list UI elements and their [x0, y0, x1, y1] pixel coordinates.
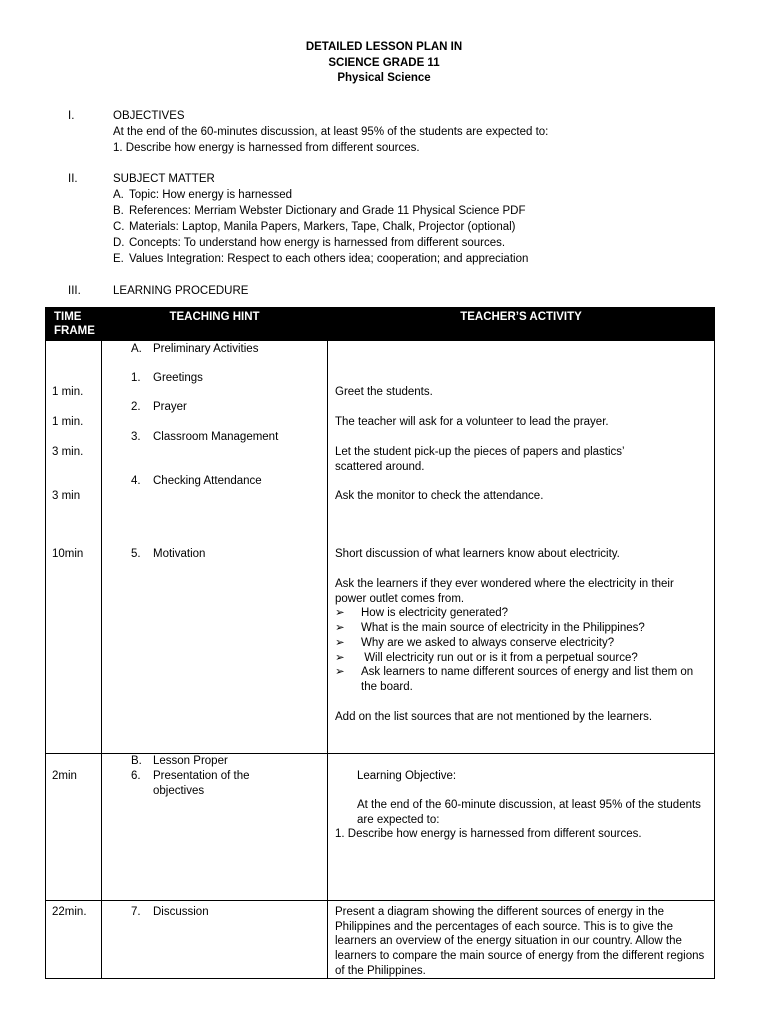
section-title: SUBJECT MATTER: [113, 173, 215, 185]
table-row: [46, 341, 715, 754]
activity-classroom: Let the student pick-up the pieces of papers and plastics’ scattered around.: [335, 446, 625, 473]
objective-item: 1. Describe how energy is harnessed from different sources.: [113, 142, 420, 154]
header-teachers-activity: TEACHER’S ACTIVITY: [328, 308, 715, 341]
activity-attendance: Ask the monitor to check the attendance.: [335, 490, 544, 502]
header-teaching-hint: TEACHING HINT: [102, 308, 328, 341]
hint-preliminary: A. Preliminary Activities: [131, 343, 259, 355]
table-header-row: [46, 308, 715, 341]
header-line-2: SCIENCE GRADE 11: [328, 56, 440, 69]
hint-cell: [102, 901, 328, 979]
section-title: OBJECTIVES: [113, 110, 185, 122]
arrow-bullet-icon: ➢: [335, 637, 345, 649]
time-cell: [46, 901, 102, 979]
subject-item: A. Topic: How energy is harnessed: [113, 189, 292, 201]
hint-cell: [102, 341, 328, 754]
objective-intro: At the end of the 60-minutes discussion, at least 95% of the students are expected to:: [113, 126, 549, 138]
hint-motivation: 5. Motivation: [131, 548, 206, 560]
arrow-bullet-icon: ➢: [335, 652, 345, 664]
section-title: LEARNING PROCEDURE: [113, 285, 249, 297]
bullet-item: ➢ What is the main source of electricity in the Philippines?: [335, 622, 645, 634]
time-classroom: 3 min.: [52, 446, 84, 458]
hint-discussion: 7. Discussion: [131, 906, 209, 918]
activity-motivation-question: Ask the learners if they ever wondered where the electricity in their power outlet comes from.: [335, 578, 674, 605]
time-greetings: 1 min.: [52, 386, 84, 398]
time-attendance: 3 min: [52, 490, 81, 502]
bullet-item: ➢ Will electricity run out or is it from a perpetual source?: [335, 652, 638, 664]
document-header: [0, 40, 768, 87]
table-row: [46, 754, 715, 901]
activity-cell: [328, 901, 715, 979]
subject-item: E. Values Integration: Respect to each others idea; cooperation; and appreciation: [113, 253, 529, 265]
arrow-bullet-icon: ➢: [335, 622, 345, 634]
time-cell: [46, 754, 102, 901]
arrow-bullet-icon: ➢: [335, 607, 345, 619]
bullet-item: ➢ Why are we asked to always conserve electricity?: [335, 637, 615, 649]
activity-motivation-intro: Short discussion of what learners know about electricity.: [335, 548, 620, 560]
time-discussion: 22min.: [52, 906, 87, 918]
hint-classroom: 3. Classroom Management: [131, 431, 279, 443]
activity-discussion: Present a diagram showing the different sources of energy in the Philippines and the percentages of each source. This is to give the learners an overview of the energy situation in our country. Allow the learners to compare the main source of energy from the different regions of the Philippines.: [335, 906, 705, 977]
header-line-1: DETAILED LESSON PLAN IN: [305, 41, 463, 53]
activity-prayer: The teacher will ask for a volunteer to lead the prayer.: [335, 416, 609, 428]
activity-cell: [328, 341, 715, 754]
activity-greet: Greet the students.: [335, 386, 433, 398]
section-number: I.: [68, 110, 75, 122]
bullet-item: ➢ Ask learners to name different sources of energy and list them on the board.: [335, 666, 694, 693]
time-motivation: 10min: [52, 548, 84, 560]
arrow-bullet-icon: ➢: [335, 666, 345, 678]
header-line-3: Physical Science: [337, 72, 431, 84]
subject-item: B. References: Merriam Webster Dictionary and Grade 11 Physical Science PDF: [113, 205, 526, 217]
subject-item: C. Materials: Laptop, Manila Papers, Markers, Tape, Chalk, Projector (optional): [113, 221, 516, 233]
bullet-item: ➢ How is electricity generated?: [335, 607, 509, 619]
subject-item: D. Concepts: To understand how energy is harnessed from different sources.: [113, 237, 506, 249]
hint-attendance: 4. Checking Attendance: [131, 475, 262, 487]
lesson-procedure-table: [45, 307, 715, 979]
activity-motivation-add: Add on the list sources that are not mentioned by the learners.: [335, 711, 653, 723]
section-number: III.: [68, 285, 81, 297]
hint-presentation: 6. Presentation of the objectives: [131, 770, 250, 797]
hint-greetings: 1. Greetings: [131, 372, 203, 384]
time-prayer: 1 min.: [52, 416, 84, 428]
learning-objective-text: At the end of the 60-minute discussion, at least 95% of the students are expected to:: [357, 799, 701, 826]
hint-cell: [102, 754, 328, 901]
header-time-frame: TIME FRAME: [46, 308, 102, 341]
time-presentation: 2min: [52, 770, 77, 782]
time-cell: [46, 341, 102, 754]
section-number: II.: [68, 173, 78, 185]
hint-lesson-proper: B. Lesson Proper: [131, 755, 228, 767]
learning-objective-title: Learning Objective:: [357, 770, 457, 782]
activity-cell: [328, 754, 715, 901]
table-row: [46, 901, 715, 979]
learning-objective-item: 1. Describe how energy is harnessed from different sources.: [335, 828, 642, 840]
hint-prayer: 2. Prayer: [131, 401, 187, 413]
